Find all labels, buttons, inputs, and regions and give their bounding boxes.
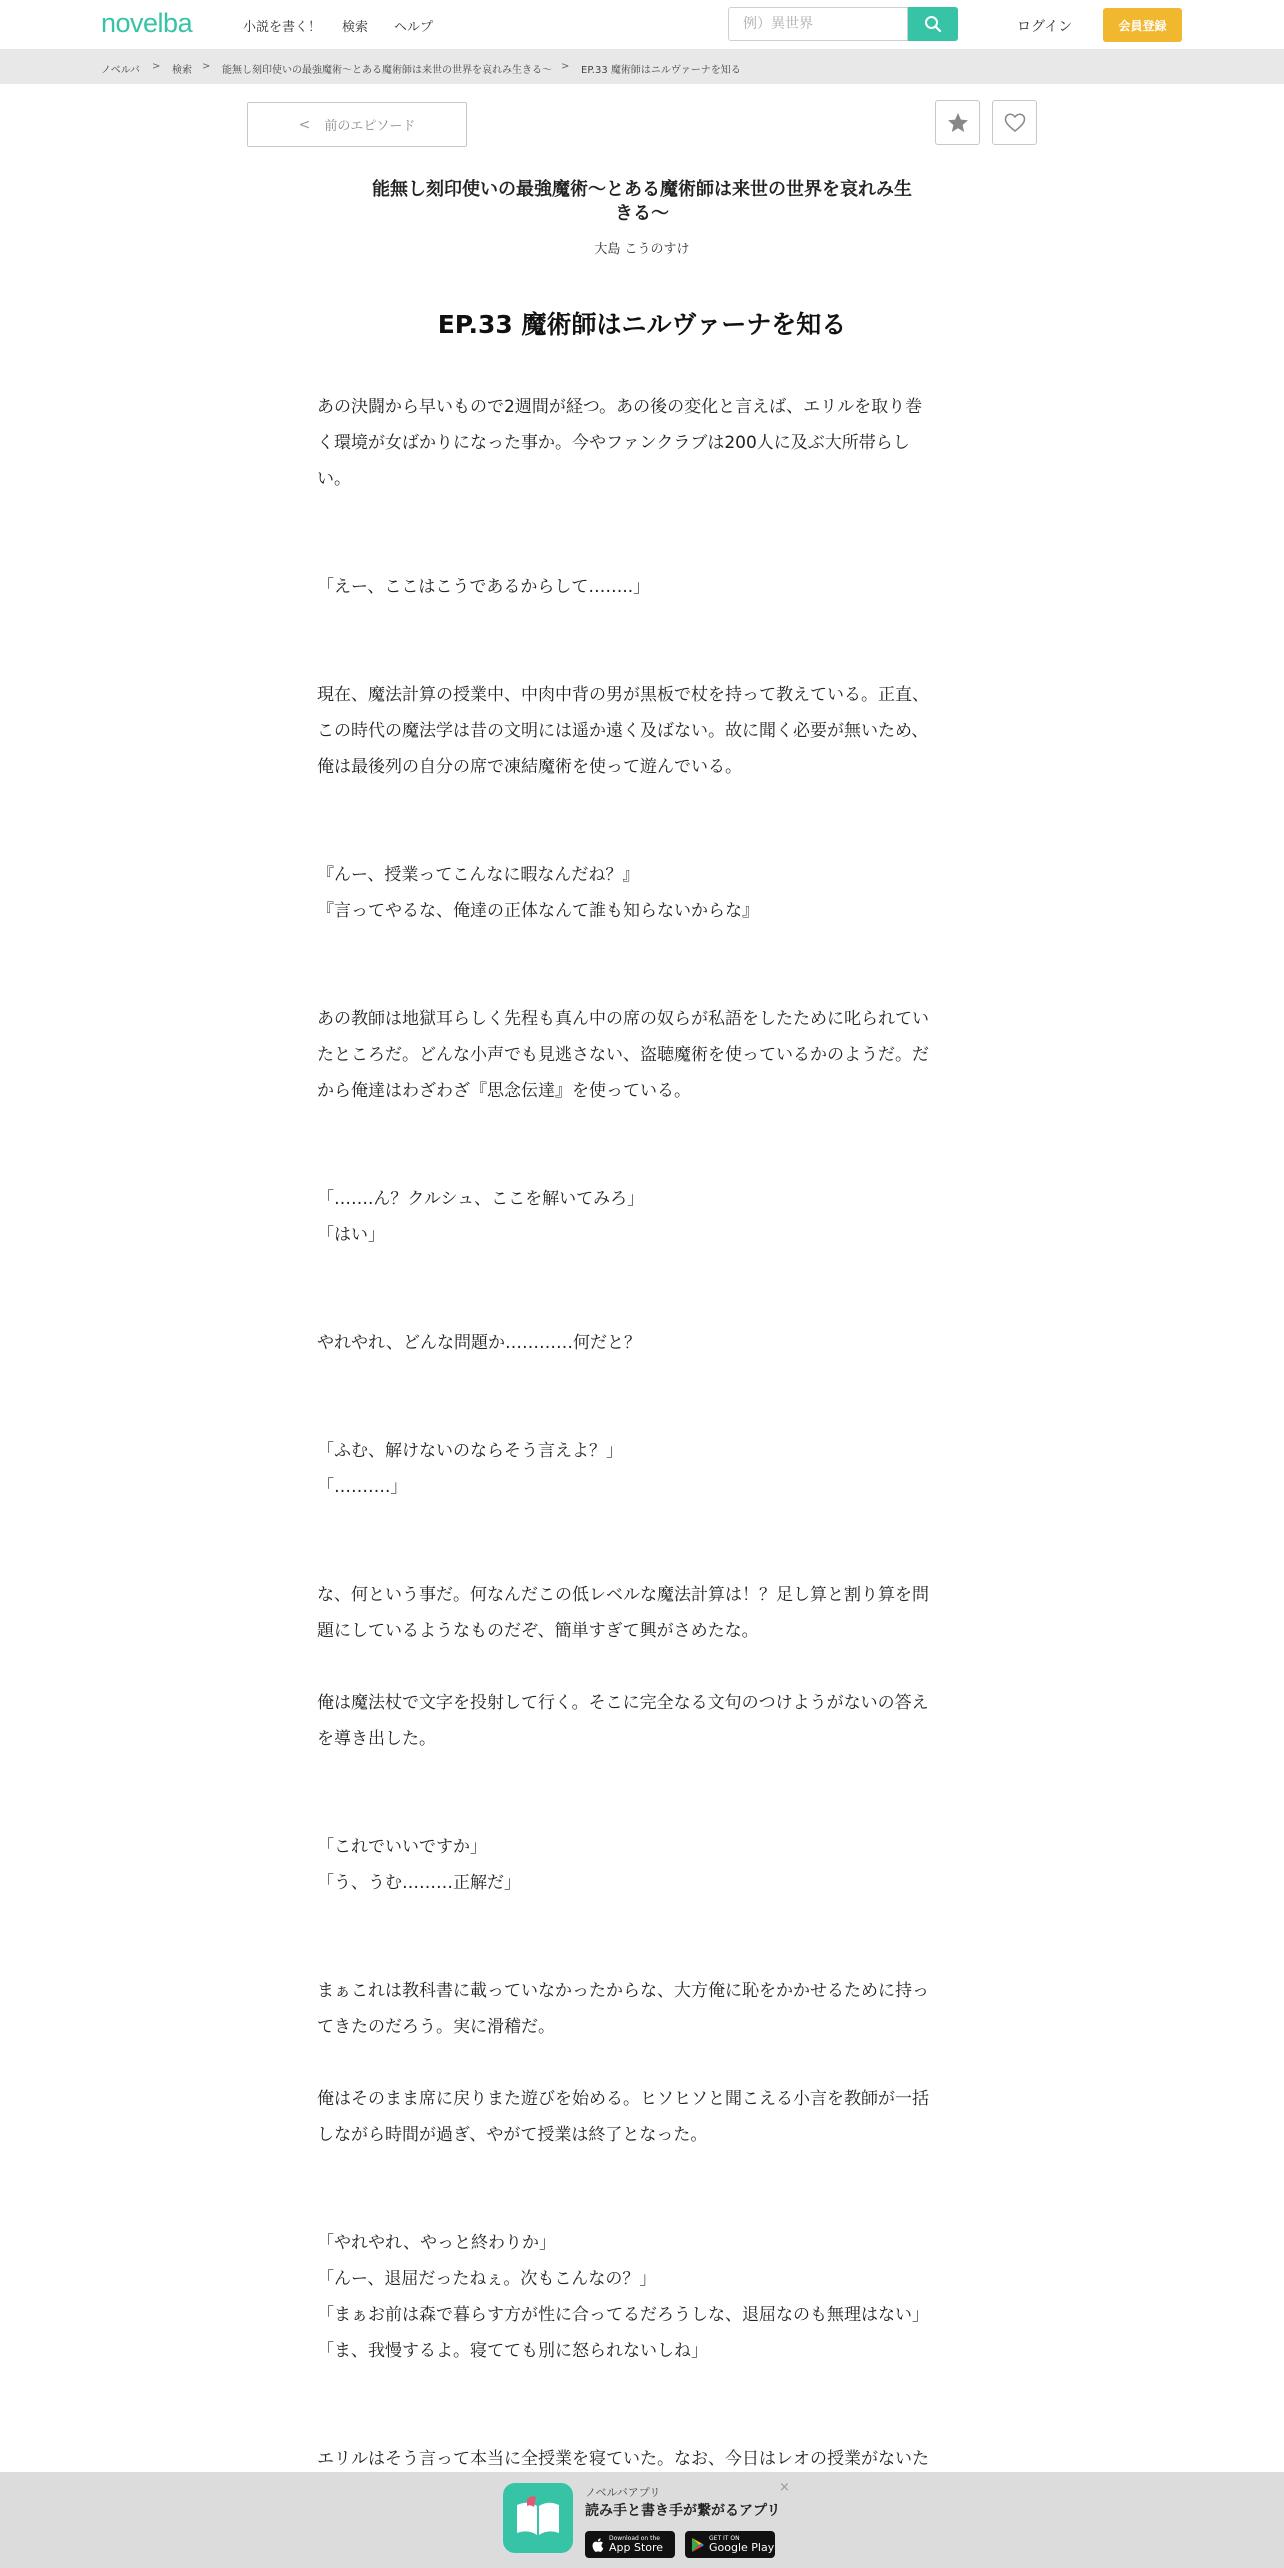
body-line: 「んー、退屈だったねぇ。次もこんなの？」 xyxy=(317,2269,657,2289)
body-line: 題にしているようなものだぞ、簡単すぎて興がさめたな。 xyxy=(317,1621,759,1641)
nav-help[interactable]: ヘルプ xyxy=(394,20,434,35)
body-line: を導き出した。 xyxy=(317,1729,436,1749)
body-line: 「これでいいですか」 xyxy=(317,1837,487,1857)
body-line: く環境が女ばかりになった事か。今やファンクラブは200人に及ぶ大所帯らし xyxy=(317,433,910,453)
breadcrumb-episode: EP.33 魔術師はニルヴァーナを知る xyxy=(581,65,741,76)
search-button[interactable] xyxy=(908,7,958,41)
nav-search[interactable]: 検索 xyxy=(342,20,369,35)
nav-write-novel[interactable]: 小説を書く！ xyxy=(243,20,322,35)
app-store-small: Download on the xyxy=(609,2535,660,2542)
body-line: 「う、うむ………正解だ」 xyxy=(317,1873,521,1893)
app-icon[interactable] xyxy=(503,2483,573,2553)
breadcrumb xyxy=(0,49,1284,84)
breadcrumb-work[interactable]: 能無し刻印使いの最強魔術〜とある魔術師は来世の世界を哀れみ生きる〜 xyxy=(222,65,552,76)
bookmark-button[interactable] xyxy=(935,100,980,145)
body-line: てきたのだろう。実に滑稽だ。 xyxy=(317,2017,555,2037)
site-logo[interactable]: novelba xyxy=(101,8,193,38)
body-line: 俺は魔法杖で文字を投射して行く。そこに完全なる文句のつけようがないの答え xyxy=(317,1693,929,1713)
body-line: 「やれやれ、やっと終わりか」 xyxy=(317,2233,557,2253)
episode-title: EP.33 魔術師はニルヴァーナを知る xyxy=(437,310,847,339)
body-line: 「はい」 xyxy=(317,1225,385,1245)
body-line: 「ふむ、解けないのならそう言えよ？」 xyxy=(317,1441,623,1461)
body-line: 「ま、我慢するよ。寝てても別に怒られないしね」 xyxy=(317,2341,708,2361)
body-line: い。 xyxy=(317,469,351,489)
work-title-line: 能無し刻印使いの最強魔術〜とある魔術師は来世の世界を哀れみ生 xyxy=(372,179,912,200)
app-banner-title: 読み手と書き手が繋がるアプリ xyxy=(585,2503,781,2519)
google-play-label: Google Play xyxy=(709,2541,775,2554)
body-line: たところだ。どんな小声でも見逃さない、盗聴魔術を使っているかのようだ。だ xyxy=(317,1045,929,1065)
body-line: 「えー、ここはこうであるからして……..」 xyxy=(317,577,651,597)
body-line: 「……….」 xyxy=(317,1477,408,1497)
signup-button[interactable]: 会員登録 xyxy=(1103,8,1182,42)
body-line: しながら時間が過ぎ、やがて授業は終了となった。 xyxy=(317,2125,708,2145)
work-title-line: きる〜 xyxy=(615,203,669,224)
chevron-left-icon: < xyxy=(298,116,311,133)
body-line: この時代の魔法学は昔の文明には遥か遠く及ばない。故に聞く必要が無いため、 xyxy=(317,721,929,741)
body-line: やれやれ、どんな問題か…………何だと？ xyxy=(317,1333,642,1353)
body-line: あの決闘から早いもので2週間が経つ。あの後の変化と言えば、エリルを取り巻 xyxy=(317,397,923,417)
google-play-button[interactable] xyxy=(685,2531,775,2558)
body-line: 「…….ん？クルシュ、ここを解いてみろ」 xyxy=(317,1189,645,1209)
body-line: 『んー、授業ってこんなに暇なんだね？』 xyxy=(317,865,640,885)
app-store-button[interactable] xyxy=(585,2531,675,2558)
star-icon xyxy=(946,111,970,135)
app-store-label: App Store xyxy=(609,2541,664,2554)
body-line: 現在、魔法計算の授業中、中肉中背の男が黒板で杖を持って教えている。正直、 xyxy=(317,685,929,705)
google-play-icon xyxy=(691,2537,705,2553)
body-line: 俺はそのまま席に戻りまた遊びを始める。ヒソヒソと聞こえる小言を教師が一括 xyxy=(317,2089,929,2109)
body-line: まぁこれは教科書に載っていなかったからな、大方俺に恥をかかせるために持っ xyxy=(317,1981,929,2001)
body-line: な、何という事だ。何なんだこの低レベルな魔法計算は！？足し算と割り算を問 xyxy=(317,1585,929,1605)
app-banner[interactable] xyxy=(0,2472,1284,2568)
search-icon xyxy=(924,15,942,33)
favorite-button[interactable] xyxy=(992,100,1037,145)
apple-icon xyxy=(591,2537,605,2553)
body-line: から俺達はわざわざ『思念伝達』を使っている。 xyxy=(317,1081,691,1101)
book-icon xyxy=(503,2483,573,2553)
prev-episode-button[interactable] xyxy=(247,102,467,147)
body-line: 俺は最後列の自分の席で凍結魔術を使って遊んでいる。 xyxy=(317,757,742,777)
breadcrumb-separator: > xyxy=(152,61,161,72)
heart-icon xyxy=(1003,111,1027,135)
body-line: 「まぁお前は森で暮らす方が性に合ってるだろうしな、退屈なのも無理はない」 xyxy=(317,2305,929,2325)
body-line: あの教師は地獄耳らしく先程も真ん中の席の奴らが私語をしたために叱られてい xyxy=(317,1009,929,1029)
app-banner-subtitle: ノベルバアプリ xyxy=(585,2486,661,2499)
login-link[interactable]: ログイン xyxy=(1017,19,1073,35)
prev-episode-label: 前のエピソード xyxy=(324,119,416,134)
site-header xyxy=(0,0,1284,49)
author-name[interactable]: 大島 こうのすけ xyxy=(594,242,690,257)
body-line: エリルはそう言って本当に全授業を寝ていた。なお、今日はレオの授業がないた xyxy=(317,2449,929,2469)
breadcrumb-separator: > xyxy=(561,61,570,72)
google-play-small: GET IT ON xyxy=(709,2535,740,2542)
breadcrumb-home[interactable]: ノベルバ xyxy=(101,65,140,76)
close-icon[interactable]: × xyxy=(779,2480,790,2495)
breadcrumb-search[interactable]: 検索 xyxy=(172,65,192,76)
breadcrumb-separator: > xyxy=(202,61,211,72)
work-title[interactable] xyxy=(360,178,924,226)
search-input[interactable] xyxy=(741,8,905,40)
body-line: 『言ってやるな、俺達の正体なんて誰も知らないからな』 xyxy=(317,901,759,921)
search-box xyxy=(728,7,908,41)
